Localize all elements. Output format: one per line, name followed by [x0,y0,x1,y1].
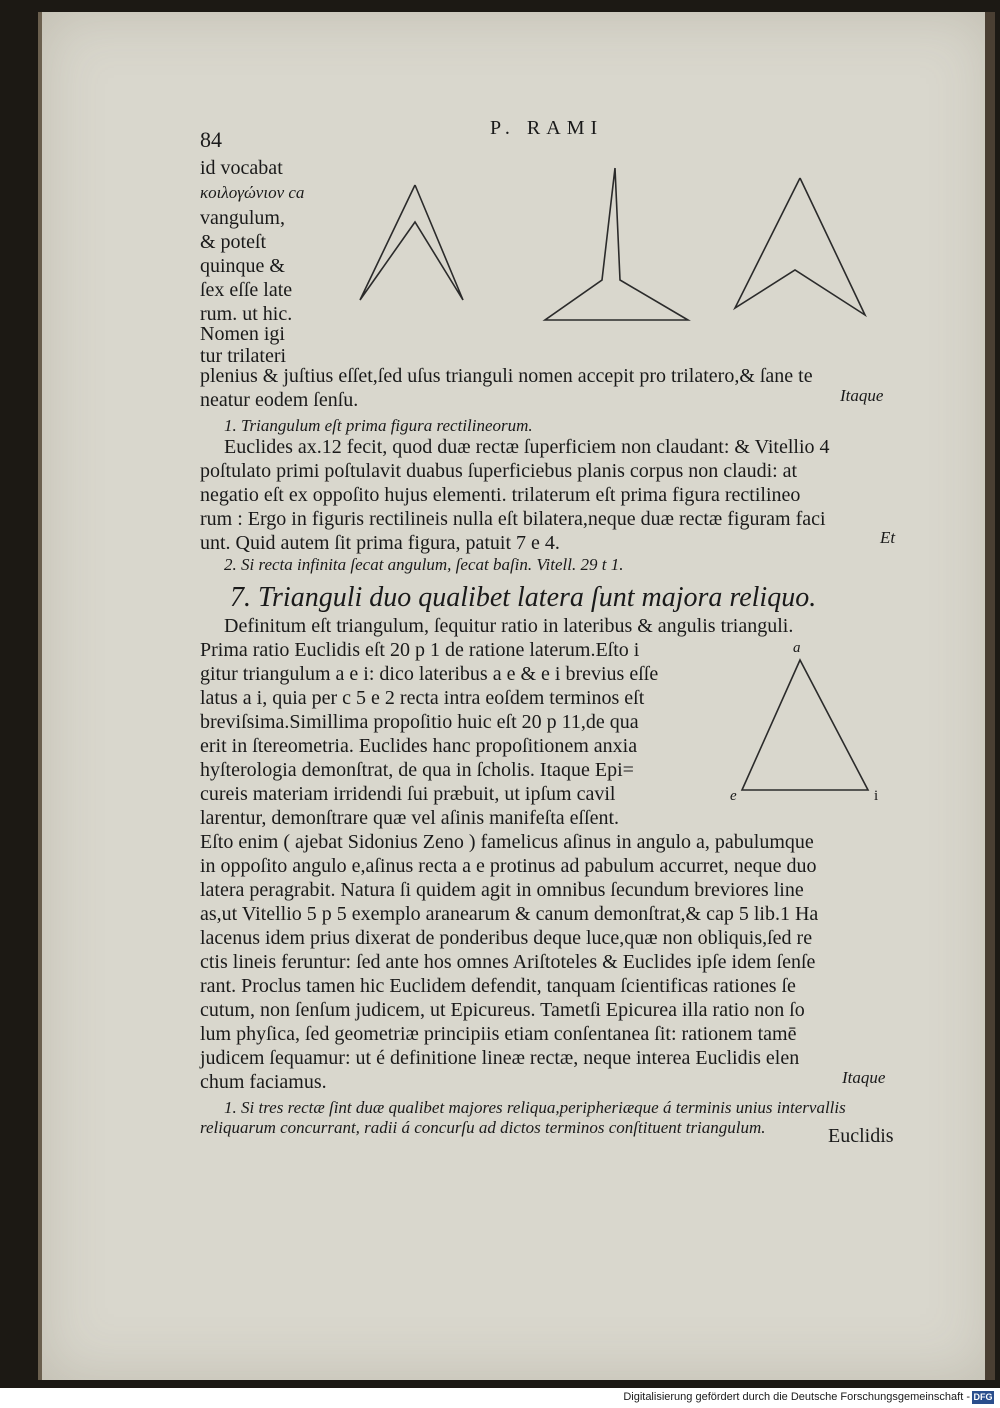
body-line: cutum, non ſenſum judicem, ut Epicureus. Tametſi Epicurea illa ratio non ſo [200,999,805,1021]
body-line: in oppoſito angulo e,aſinus recta a e protinus ad pabulum accurret, neque duo [200,855,817,877]
catchword-line: Itaque [842,1068,886,1087]
footer-credit: Digitalisierung gefördert durch die Deutsche Forschungsgemeinschaft - [623,1391,970,1403]
proposition: 2. Si recta infinita ſecat angulum, ſecat baſin. Vitell. 29 t 1. [224,555,624,574]
margin-line: κοιλογώνιον ca [200,183,305,202]
page-number: 84 [200,127,222,152]
label-a: a [793,640,801,656]
triangle-aei [730,640,900,810]
body-line: cureis materiam irridendi ſui præbuit, ut ipſum cavil [200,783,616,805]
catchword-line: Itaque [840,386,884,405]
body-line: Definitum eſt triangulum, ſequitur ratio in lateribus & angulis trianguli. [224,615,794,637]
margin-line: & poteſt [200,231,267,253]
dfg-logo: DFG [973,1392,993,1402]
body-line: erit in ſtereometria. Euclides hanc propoſitionem anxia [200,735,638,757]
proposition: 1. Si tres rectæ ſint duæ qualibet majores reliqua,peripheriæque á terminis unius intervallis [224,1098,846,1117]
concave-figure-right [735,178,865,315]
margin-line: tur trilateri [200,345,287,367]
body-line: negatio eſt ex oppoſito hujus elementi. trilaterum eſt prima figura rectilineo [200,484,801,506]
margin-line: ſex eſſe late [200,279,293,301]
body-line: unt. Quid autem ſit prima figura, patuit 7 e 4. [200,532,560,554]
body-line: lum phyſica, ſed geometriæ principiis etiam conſentanea ſit: rationem tamē [200,1023,797,1045]
body-line: hyſterologia demonſtrat, de qua in ſcholis. Itaque Epi= [200,759,634,781]
body-line: rant. Proclus tamen hic Euclidem defendit, tanquam ſcientificas rationes ſe [200,975,796,997]
label-e: e [730,788,737,804]
margin-line: rum. ut hic. [200,303,293,325]
body-line: latus a i, quia per c 5 e 2 recta intra eoſdem terminos eſt [200,687,645,709]
body-line: Euclides ax.12 fecit, quod duæ rectæ ſuperficiem non claudant: & Vitellio 4 [224,436,830,458]
body-line: plenius & juſtius eſſet,ſed uſus trianguli nomen accepit pro trilatero,& ſane te [200,365,813,387]
catchword: Euclidis [828,1125,894,1147]
page-right-edge [985,12,995,1380]
margin-line: Nomen igi [200,323,285,345]
body-line: gitur triangulum a e i: dico lateribus a e & e i brevius eſſe [200,663,659,685]
body-line: chum faciamus. [200,1071,327,1093]
triangle-outline [742,660,868,790]
body-line: ctis lineis feruntur: ſed ante hos omnes Ariſtoteles & Euclides ipſe idem ſenſe [200,951,816,973]
running-title: P. RAMI [490,117,604,139]
body-line: rum : Ergo in figuris rectilineis nulla eſt bilatera,neque duæ rectæ figuram faci [200,508,826,530]
concave-figure-left [360,185,463,300]
concave-figure-middle [545,168,688,320]
body-line: latera peragrabit. Natura ſi quidem agit in omnibus ſecundum breviores line [200,879,804,901]
body-line: larentur, demonſtrare quæ vel aſinis manifeſta eſſent. [200,807,620,829]
margin-line: quinque & [200,255,285,277]
label-i: i [874,788,879,804]
body-line: lacenus idem prius dixerat de ponderibus deque luce,quæ non obliquis,ſed re [200,927,813,949]
concave-figures [340,160,900,330]
body-line: Prima ratio Euclidis eſt 20 p 1 de ratione laterum.Eſto i [200,639,640,661]
body-line: breviſsima.Simillima propoſitio huic eſt 20 p 11,de qua [200,711,639,733]
margin-line: vangulum, [200,207,285,229]
body-line: neatur eodem ſenſu. [200,389,359,411]
proposition: 1. Triangulum eſt prima figura rectilineorum. [224,416,533,435]
catchword-line: Et [880,528,896,547]
body-line: Eſto enim ( ajebat Sidonius Zeno ) famelicus aſinus in angulo a, pabulumque [200,831,814,853]
margin-line: id vocabat [200,157,283,179]
body-line: poſtulato primi poſtulavit duabus ſuperficiebus planis corpus non claudi: at [200,460,798,482]
chapter-heading: 7. Trianguli duo qualibet latera ſunt majora reliquo. [230,582,817,613]
body-line: judicem ſequamur: ut é definitione lineæ rectæ, neque interea Euclidis elen [200,1047,800,1069]
body-line: as,ut Vitellio 5 p 5 exemplo aranearum & canum demonſtrat,& cap 5 lib.1 Ha [200,903,819,925]
proposition: reliquarum concurrant, radii á concurſu ad dictos terminos conſtituent triangulum. [200,1118,766,1137]
